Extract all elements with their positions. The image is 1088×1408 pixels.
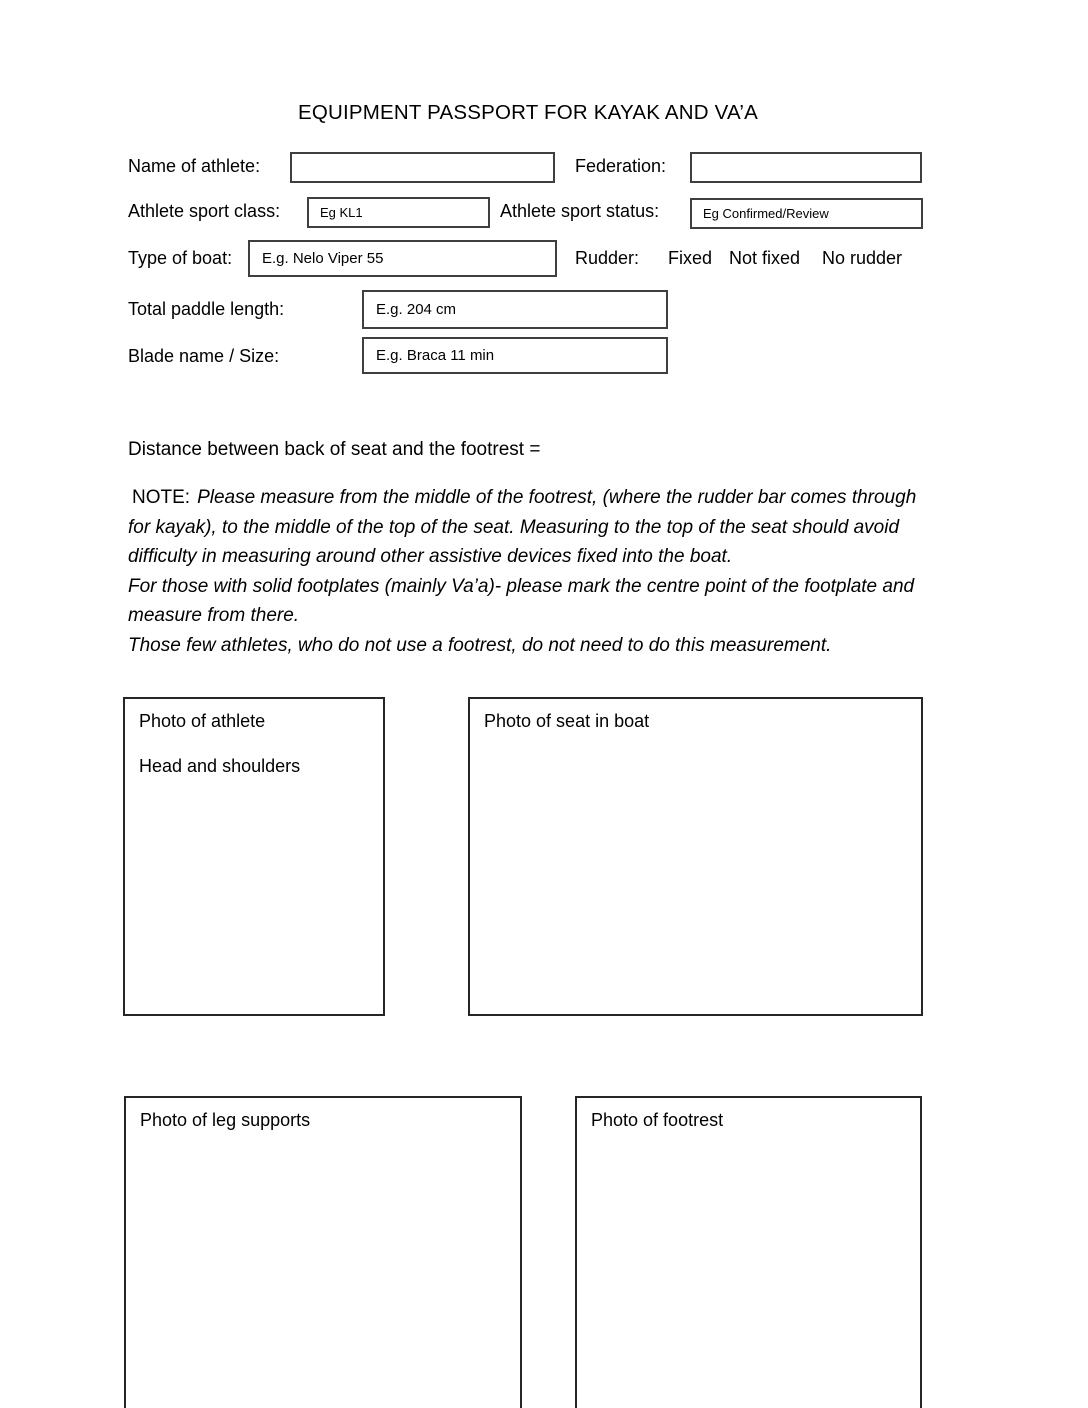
photo-box-athlete-sublabel: Head and shoulders — [139, 756, 301, 776]
blade-name-label: Blade name / Size: — [128, 346, 280, 366]
sport-status-label: Athlete sport status: — [500, 201, 660, 221]
photo-box-athlete[interactable] — [123, 697, 385, 1016]
note-paragraph-3: Those few athletes, who do not use a footrest, do not need to do this measurement. — [128, 634, 832, 656]
note-paragraph-1 — [128, 483, 928, 572]
rudder-label: Rudder: — [575, 248, 640, 268]
rudder-option-fixed[interactable]: Fixed — [668, 248, 713, 268]
sport-class-label: Athlete sport class: — [128, 201, 281, 221]
note-paragraph-2: For those with solid footplates (mainly Va’a)- please mark the centre point of the footplate and measure from there. — [128, 575, 915, 626]
name-of-athlete-label: Name of athlete: — [128, 156, 261, 176]
rudder-option-no-rudder[interactable]: No rudder — [822, 248, 903, 268]
type-of-boat-label: Type of boat: — [128, 248, 233, 268]
photo-box-leg-supports[interactable] — [124, 1096, 522, 1408]
distance-statement: Distance between back of seat and the footrest = — [128, 439, 541, 460]
photo-box-athlete-label: Photo of athlete — [139, 711, 266, 731]
page-title: EQUIPMENT PASSPORT FOR KAYAK AND VA’A — [297, 101, 759, 124]
photo-box-footrest[interactable] — [575, 1096, 922, 1408]
photo-box-leg-supports-label: Photo of leg supports — [140, 1110, 311, 1130]
photo-box-seat-label: Photo of seat in boat — [484, 711, 650, 731]
blade-name-input[interactable] — [362, 337, 668, 374]
sport-status-input[interactable] — [690, 198, 923, 229]
federation-input[interactable] — [690, 152, 922, 183]
paddle-length-label: Total paddle length: — [128, 299, 285, 319]
note-text-1: Please measure from the middle of the footrest, (where the rudder bar comes through for kayak), to the middle of the top of the seat. Measuring to the top of the seat should avoid difficulty in measuring around other assistive devices fixed into the boat. — [128, 487, 917, 567]
sport-class-input[interactable] — [307, 197, 490, 228]
federation-label: Federation: — [575, 156, 667, 176]
paddle-length-input[interactable] — [362, 290, 668, 329]
rudder-option-not-fixed[interactable]: Not fixed — [729, 248, 801, 268]
type-of-boat-input[interactable] — [248, 240, 557, 277]
measurement-note — [128, 483, 928, 660]
note-label: NOTE: — [132, 487, 191, 508]
name-of-athlete-input[interactable] — [290, 152, 555, 183]
photo-box-footrest-label: Photo of footrest — [591, 1110, 724, 1130]
photo-box-seat[interactable] — [468, 697, 923, 1016]
